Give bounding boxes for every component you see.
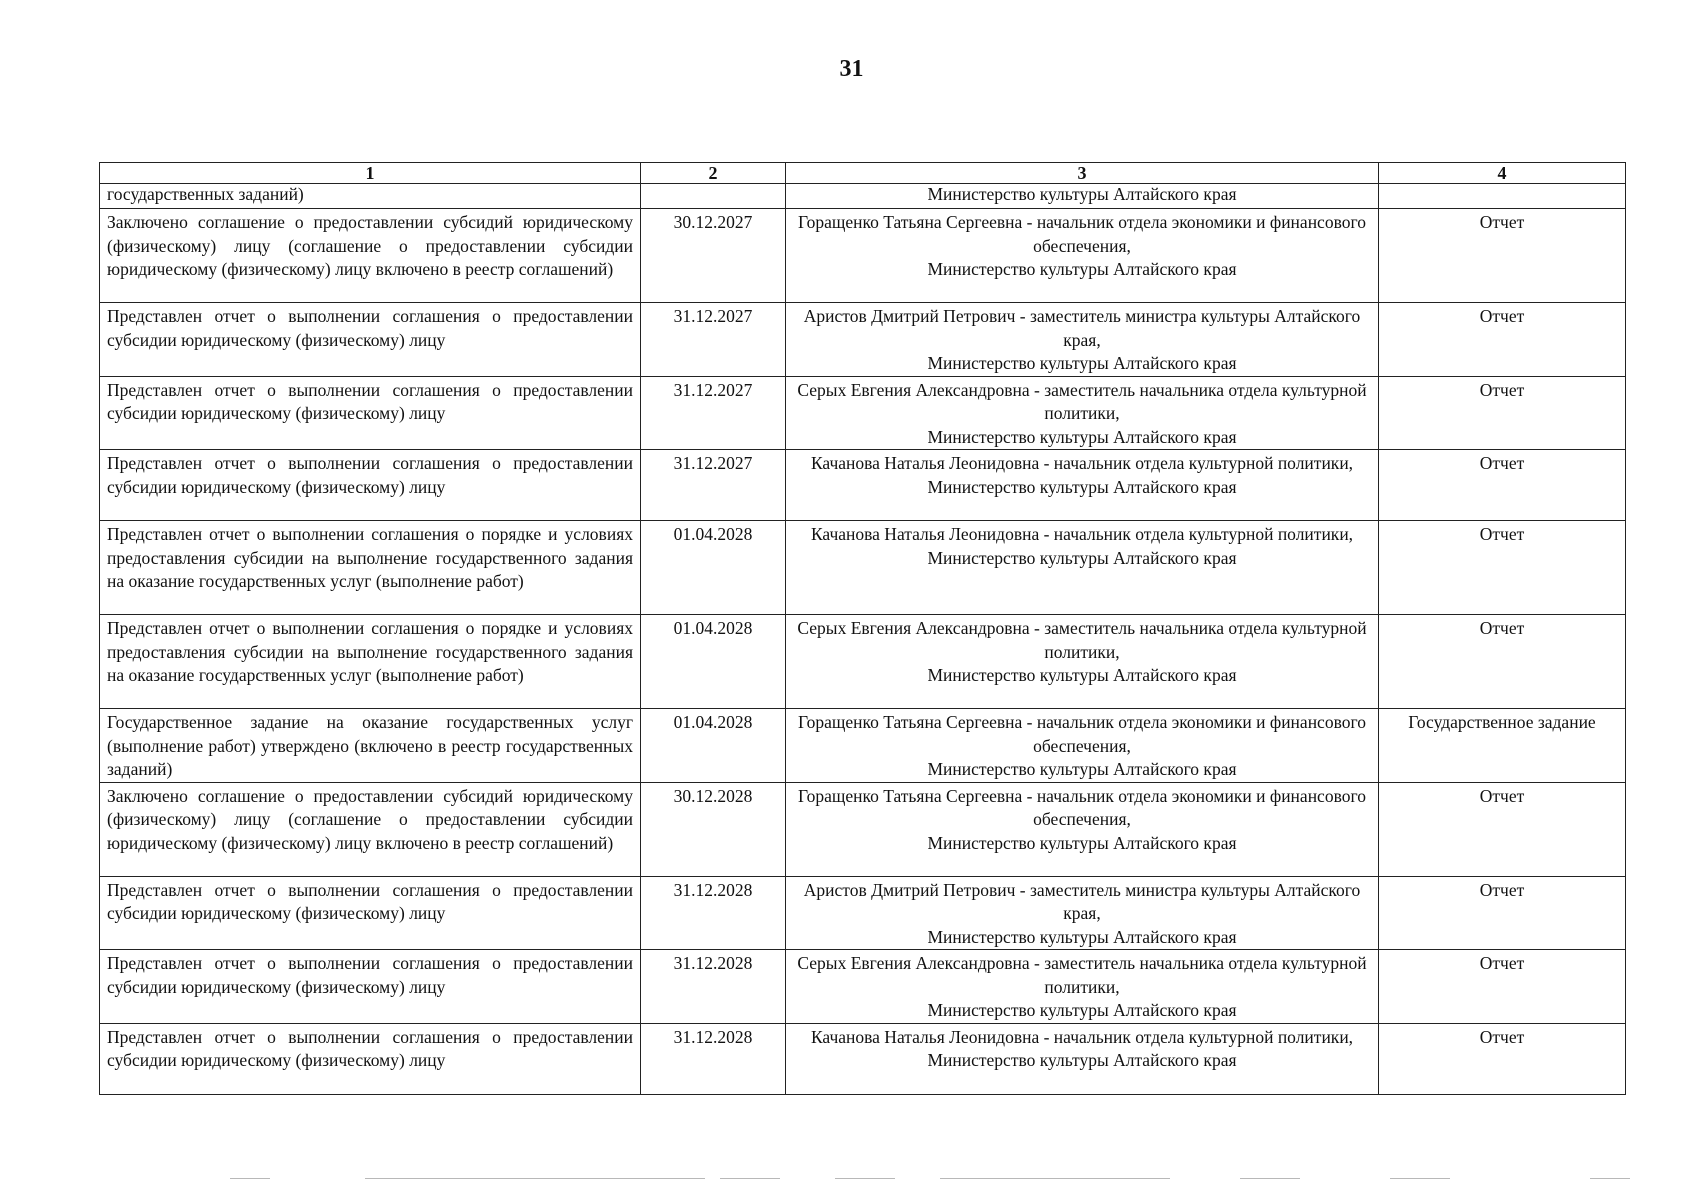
action-cell: Заключено соглашение о предоставлении субсидий юридическому (физическому) лицу (соглашение о предоставлении субсидии юридическому (физическому) лицу включено в реестр соглашений) bbox=[100, 209, 641, 303]
responsible-cell bbox=[786, 521, 1379, 615]
table-row bbox=[100, 782, 1626, 876]
document-cell: Государственное задание bbox=[1379, 709, 1626, 783]
responsible-cell bbox=[786, 876, 1379, 950]
table-row bbox=[100, 450, 1626, 521]
date-cell: 30.12.2027 bbox=[641, 209, 786, 303]
responsible-cell bbox=[786, 184, 1379, 209]
responsible-cell bbox=[786, 782, 1379, 876]
responsible-person: Аристов Дмитрий Петрович - заместитель министра культуры Алтайского края, bbox=[803, 306, 1361, 350]
document-cell: Отчет bbox=[1379, 209, 1626, 303]
responsible-org: Министерство культуры Алтайского края bbox=[927, 426, 1237, 447]
responsible-org: Министерство культуры Алтайского края bbox=[927, 1050, 1237, 1070]
date-cell: 01.04.2028 bbox=[641, 521, 786, 615]
responsible-person: Серых Евгения Александровна - заместитель начальника отдела культурной политики, bbox=[797, 379, 1367, 423]
responsible-cell bbox=[786, 709, 1379, 783]
document-cell bbox=[1379, 184, 1626, 209]
action-cell: Заключено соглашение о предоставлении субсидий юридическому (физическому) лицу (соглашение о предоставлении субсидии юридическому (физическому) лицу включено в реестр соглашений) bbox=[100, 782, 641, 876]
document-cell: Отчет bbox=[1379, 782, 1626, 876]
responsible-org: Министерство культуры Алтайского края bbox=[927, 259, 1237, 279]
responsible-person: Горащенко Татьяна Сергеевна - начальник отдела экономики и финансового обеспечения, bbox=[798, 785, 1366, 829]
date-cell: 30.12.2028 bbox=[641, 782, 786, 876]
responsible-org: Министерство культуры Алтайского края bbox=[927, 184, 1237, 204]
date-cell: 31.12.2028 bbox=[641, 1023, 786, 1094]
responsible-cell bbox=[786, 1023, 1379, 1094]
action-cell: Представлен отчет о выполнении соглашения о предоставлении субсидии юридическому (физическому) лицу bbox=[100, 1023, 641, 1094]
table-row bbox=[100, 184, 1626, 209]
table-row bbox=[100, 376, 1626, 450]
action-cell: государственных заданий) bbox=[100, 184, 641, 209]
action-cell: Представлен отчет о выполнении соглашения о предоставлении субсидии юридическому (физическому) лицу bbox=[100, 876, 641, 950]
action-cell: Государственное задание на оказание государственных услуг (выполнение работ) утверждено (включено в реестр государственных заданий) bbox=[100, 709, 641, 783]
rule-segment bbox=[1590, 1178, 1630, 1179]
responsible-person: Горащенко Татьяна Сергеевна - начальник отдела экономики и финансового обеспечения, bbox=[798, 212, 1366, 256]
scan-bottom-rule bbox=[0, 1178, 1703, 1180]
table-row bbox=[100, 303, 1626, 377]
table-row bbox=[100, 709, 1626, 783]
document-cell: Отчет bbox=[1379, 303, 1626, 377]
action-cell: Представлен отчет о выполнении соглашения о порядке и условиях предоставления субсидии на выполнение государственного задания на оказание государственных услуг (выполнение работ) bbox=[100, 521, 641, 615]
date-cell: 01.04.2028 bbox=[641, 615, 786, 709]
responsible-cell bbox=[786, 303, 1379, 377]
table-row bbox=[100, 950, 1626, 1024]
action-cell: Представлен отчет о выполнении соглашения о предоставлении субсидии юридическому (физическому) лицу bbox=[100, 450, 641, 521]
document-cell: Отчет bbox=[1379, 615, 1626, 709]
responsible-org: Министерство культуры Алтайского края bbox=[927, 547, 1237, 568]
responsible-person: Горащенко Татьяна Сергеевна - начальник отдела экономики и финансового обеспечения, bbox=[798, 712, 1366, 756]
rule-segment bbox=[365, 1178, 705, 1179]
column-header-4: 4 bbox=[1379, 163, 1626, 184]
document-cell: Отчет bbox=[1379, 450, 1626, 521]
date-cell: 01.04.2028 bbox=[641, 709, 786, 783]
responsible-person: Аристов Дмитрий Петрович - заместитель министра культуры Алтайского края, bbox=[803, 879, 1361, 923]
responsible-org: Министерство культуры Алтайского края bbox=[927, 1000, 1237, 1020]
table-row bbox=[100, 615, 1626, 709]
table-header-row bbox=[100, 163, 1626, 184]
responsible-person: Серых Евгения Александровна - заместитель начальника отдела культурной политики, bbox=[797, 953, 1367, 997]
responsible-org: Министерство культуры Алтайского края bbox=[927, 926, 1237, 947]
responsible-org: Министерство культуры Алтайского края bbox=[927, 759, 1237, 779]
responsible-org: Министерство культуры Алтайского края bbox=[927, 476, 1237, 497]
date-cell: 31.12.2027 bbox=[641, 376, 786, 450]
responsible-org: Министерство культуры Алтайского края bbox=[927, 832, 1237, 853]
responsible-cell bbox=[786, 209, 1379, 303]
table-row bbox=[100, 521, 1626, 615]
responsible-org: Министерство культуры Алтайского края bbox=[927, 353, 1237, 373]
column-header-1: 1 bbox=[100, 163, 641, 184]
responsible-org: Министерство культуры Алтайского края bbox=[927, 665, 1237, 685]
date-cell: 31.12.2028 bbox=[641, 950, 786, 1024]
rule-segment bbox=[1240, 1178, 1300, 1179]
responsible-cell bbox=[786, 376, 1379, 450]
date-cell bbox=[641, 184, 786, 209]
date-cell: 31.12.2027 bbox=[641, 450, 786, 521]
rule-segment bbox=[835, 1178, 895, 1179]
action-cell: Представлен отчет о выполнении соглашения о порядке и условиях предоставления субсидии на выполнение государственного задания на оказание государственных услуг (выполнение работ) bbox=[100, 615, 641, 709]
column-header-2: 2 bbox=[641, 163, 786, 184]
document-cell: Отчет bbox=[1379, 1023, 1626, 1094]
date-cell: 31.12.2028 bbox=[641, 876, 786, 950]
rule-segment bbox=[720, 1178, 780, 1179]
document-cell: Отчет bbox=[1379, 876, 1626, 950]
responsible-person: Качанова Наталья Леонидовна - начальник отдела культурной политики, bbox=[810, 1026, 1354, 1047]
responsible-person: Серых Евгения Александровна - заместитель начальника отдела культурной политики, bbox=[797, 618, 1367, 662]
action-cell: Представлен отчет о выполнении соглашения о предоставлении субсидии юридическому (физическому) лицу bbox=[100, 303, 641, 377]
rule-segment bbox=[940, 1178, 1170, 1179]
document-cell: Отчет bbox=[1379, 376, 1626, 450]
action-cell: Представлен отчет о выполнении соглашения о предоставлении субсидии юридическому (физическому) лицу bbox=[100, 376, 641, 450]
table-row bbox=[100, 876, 1626, 950]
plan-table bbox=[99, 162, 1626, 1095]
responsible-person: Качанова Наталья Леонидовна - начальник отдела культурной политики, bbox=[810, 524, 1354, 544]
date-cell: 31.12.2027 bbox=[641, 303, 786, 377]
action-cell: Представлен отчет о выполнении соглашения о предоставлении субсидии юридическому (физическому) лицу bbox=[100, 950, 641, 1024]
rule-segment bbox=[230, 1178, 270, 1179]
table-row bbox=[100, 209, 1626, 303]
responsible-cell bbox=[786, 950, 1379, 1024]
document-cell: Отчет bbox=[1379, 950, 1626, 1024]
rule-segment bbox=[1390, 1178, 1450, 1179]
table-row bbox=[100, 1023, 1626, 1094]
responsible-cell bbox=[786, 615, 1379, 709]
page-number: 31 bbox=[839, 56, 864, 82]
responsible-person: Качанова Наталья Леонидовна - начальник отдела культурной политики, bbox=[810, 453, 1354, 473]
column-header-3: 3 bbox=[786, 163, 1379, 184]
document-cell: Отчет bbox=[1379, 521, 1626, 615]
responsible-cell bbox=[786, 450, 1379, 521]
